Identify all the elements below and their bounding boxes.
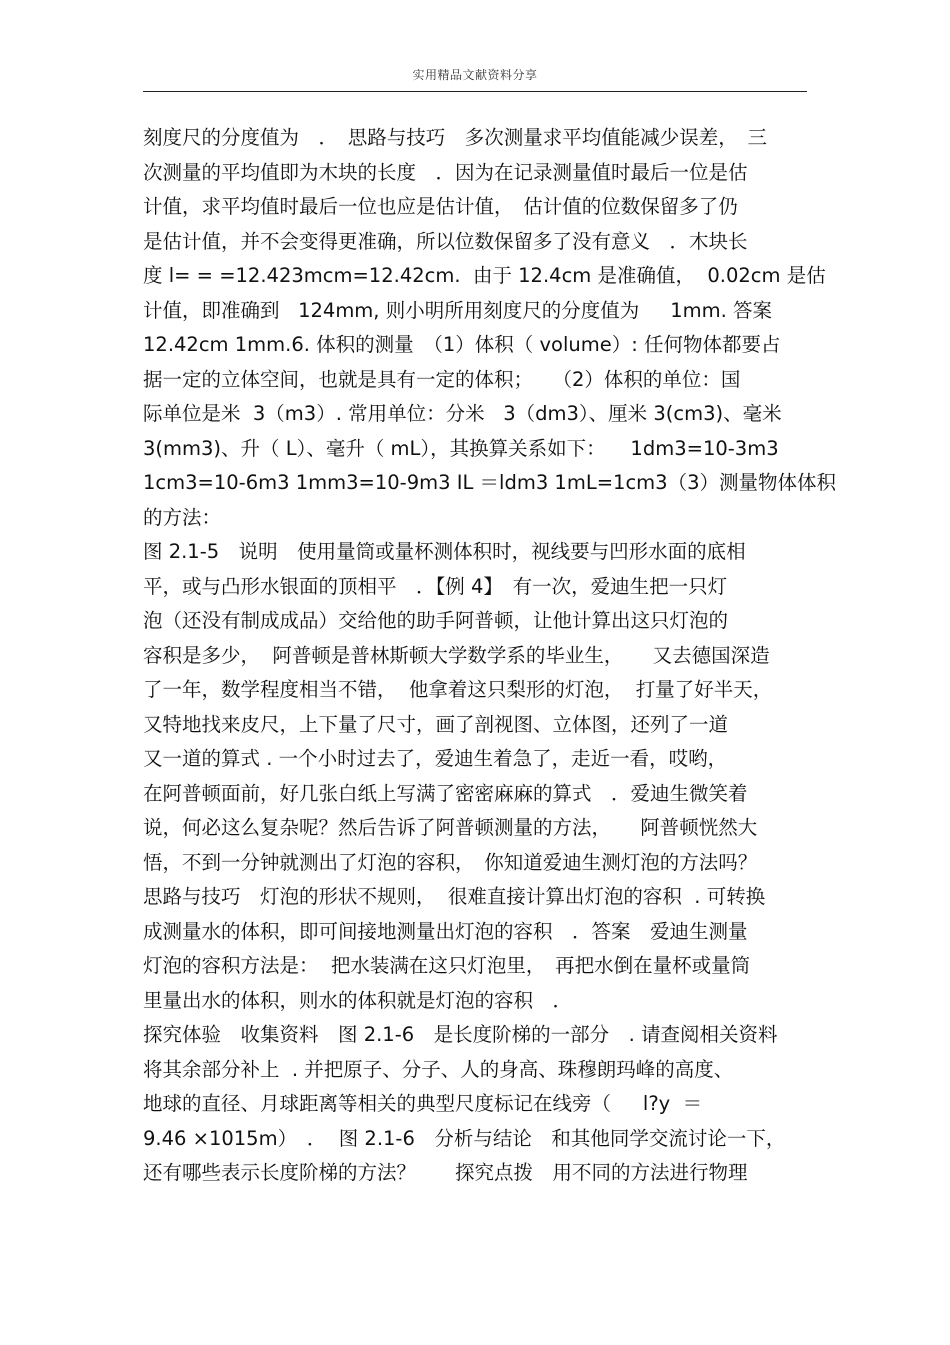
text-line: 思路与技巧 灯泡的形状不规则， 很难直接计算出灯泡的容积 . 可转换: [143, 885, 766, 908]
text-line: 3(mm3)、升（ L）、毫升（ mL），其换算关系如下： 1dm3=10-3m3: [143, 436, 779, 460]
text-line: 还有哪些表示长度阶梯的方法？ 探究点拨 用不同的方法进行物理: [143, 1161, 748, 1184]
text-line: 际单位是米 3（m3）. 常用单位：分米 3（dm3）、厘米 3(cm3)、毫米: [143, 402, 782, 425]
text-line: 又特地找来皮尺，上下量了尺寸，画了剖视图、立体图，还列了一道: [143, 712, 729, 736]
text-line: 计值，即准确到 124mm, 则小明所用刻度尺的分度值为 1mm. 答案: [143, 298, 772, 322]
text-line: 将其余部分补上 . 并把原子、分子、人的身高、珠穆朗玛峰的高度、: [143, 1057, 734, 1081]
text-line: 了一年，数学程度相当不错， 他拿着这只梨形的灯泡， 打量了好半天，: [143, 678, 773, 701]
text-line: 在阿普顿面前，好几张白纸上写满了密密麻麻的算式 ．爱迪生微笑着: [143, 781, 748, 805]
text-line: 说，何必这么复杂呢？然后告诉了阿普顿测量的方法， 阿普顿恍然大: [143, 816, 758, 839]
header-divider: [143, 91, 807, 92]
text-line: 据一定的立体空间，也就是具有一定的体积； （2）体积的单位：国: [143, 367, 741, 391]
text-line: 成测量水的体积，即可间接地测量出灯泡的容积 ．答案 爱迪生测量: [143, 919, 748, 943]
text-line: 平，或与凸形水银面的顶相平 ．【例 4】 有一次，爱迪生把一只灯: [143, 574, 728, 598]
text-line: 图 2.1-5 说明 使用量筒或量杯测体积时，视线要与凹形水面的底相: [143, 540, 746, 563]
text-line: 容积是多少， 阿普顿是普林斯顿大学数学系的毕业生， 又去德国深造: [143, 643, 770, 667]
text-line: 12.42cm 1mm.6. 体积的测量 （1）体积（ volume）: 任何物体都要占: [143, 333, 781, 356]
text-line: 是估计值，并不会变得更准确，所以位数保留多了没有意义 ．木块长: [143, 229, 748, 253]
text-line: 又一道的算式 . 一个小时过去了，爱迪生着急了，走近一看，哎哟，: [143, 747, 728, 770]
text-line: 泡（还没有制成成品）交给他的助手阿普顿，让他计算出这只灯泡的: [143, 609, 729, 632]
text-line: 刻度尺的分度值为 ． 思路与技巧 多次测量求平均值能减少误差， 三: [143, 126, 768, 149]
text-line: 9.46 ×1015m） ． 图 2.1-6 分析与结论 和其他同学交流讨论一下，: [143, 1126, 786, 1150]
text-line: 探究体验 收集资料 图 2.1-6 是长度阶梯的一部分 . 请查阅相关资料: [143, 1023, 778, 1046]
page-header: 实用精品文献资料分享: [412, 68, 538, 82]
text-line: 次测量的平均值即为木块的长度 ．因为在记录测量值时最后一位是估: [143, 160, 748, 184]
text-line: 度 l= = =12.423mcm=12.42cm. 由于 12.4cm 是准确值， 0.02cm 是估: [143, 264, 826, 287]
text-line: 地球的直径、月球距离等相关的典型尺度标记在线旁（ l?y ＝: [143, 1092, 703, 1115]
document-body: [143, 121, 836, 1191]
text-line: 的方法：: [143, 505, 222, 529]
text-line: 计值，求平均值时最后一位也应是估计值， 估计值的位数保留多了仍: [143, 195, 738, 218]
text-line: 悟，不到一分钟就测出了灯泡的容积， 你知道爱迪生测灯泡的方法吗？: [143, 850, 758, 874]
text-line: 灯泡的容积方法是： 把水装满在这只灯泡里， 再把水倒在量杯或量筒: [143, 954, 751, 977]
text-line: 里量出水的体积，则水的体积就是灯泡的容积 ．: [143, 988, 573, 1012]
text-line: 1cm3=10-6m3 1mm3=10-9m3 IL ＝ldm3 1mL=1cm3（3）测量物体体积: [143, 471, 836, 494]
